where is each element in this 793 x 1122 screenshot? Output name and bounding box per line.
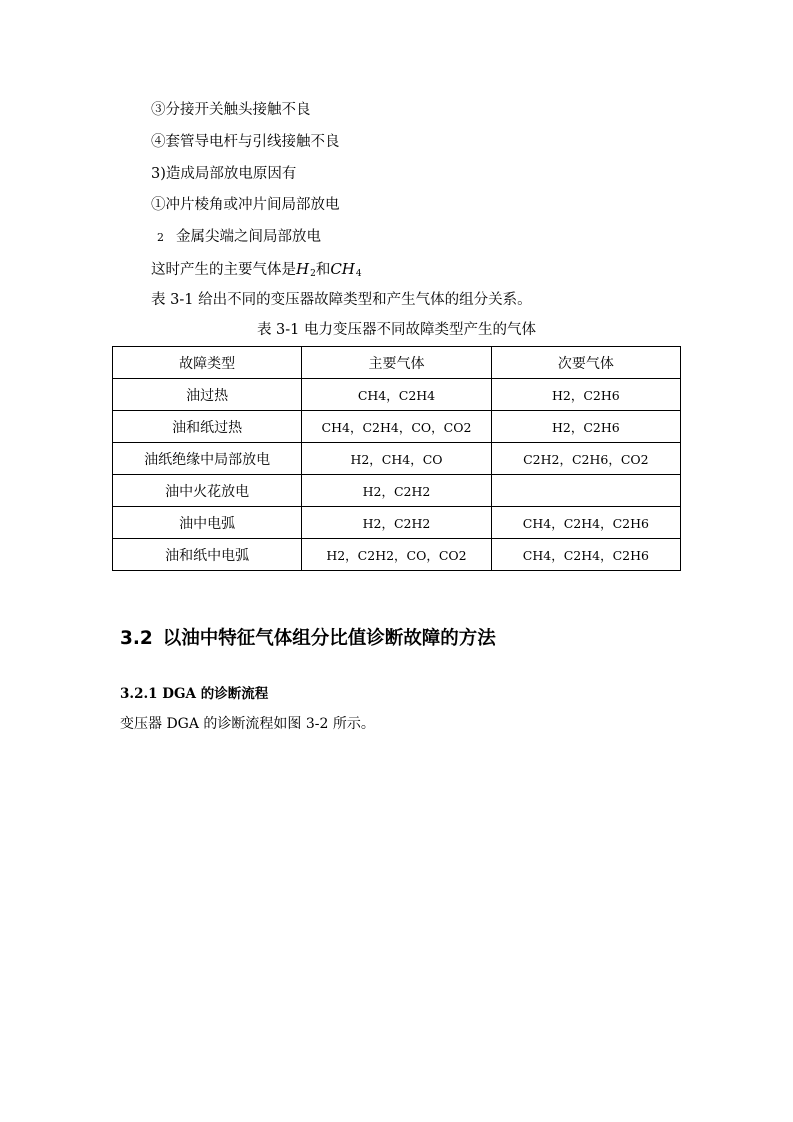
table-row <box>113 507 681 539</box>
formula-h-symbol: H <box>296 260 310 278</box>
header-main-gas: 主要气体 <box>302 347 492 379</box>
list-item-lamination: ①冲片棱角或冲片间局部放电 <box>151 197 340 213</box>
table-row <box>113 475 681 507</box>
list-item-number: 2 <box>157 231 164 244</box>
list-item-bushing: ④套管导电杆与引线接触不良 <box>151 134 340 150</box>
header-secondary-gas: 次要气体 <box>491 347 680 379</box>
cell-fault-type: 油纸绝缘中局部放电 <box>113 443 302 475</box>
cell-secondary-gas: CH4，C2H4，C2H6 <box>491 507 680 539</box>
cell-main-gas: H2，C2H2 <box>302 507 492 539</box>
body-paragraph: 变压器 DGA 的诊断流程如图 3-2 所示。 <box>120 716 375 732</box>
formula-ch-subscript: 4 <box>355 269 362 279</box>
table-caption <box>0 320 793 340</box>
table-row <box>113 443 681 475</box>
gas-table <box>112 346 681 571</box>
cell-secondary-gas: CH4，C2H4，C2H6 <box>491 539 680 571</box>
section-heading <box>120 626 496 652</box>
cell-main-gas: CH4，C2H4，CO，CO2 <box>302 411 492 443</box>
cell-main-gas: CH4，C2H4 <box>302 379 492 411</box>
section-number: 3.2 <box>120 628 153 649</box>
table-caption-text: 表 3-1 电力变压器不同故障类型产生的气体 <box>256 322 537 338</box>
table-header-row <box>113 347 681 379</box>
table-row <box>113 411 681 443</box>
list-item-tap-changer: ③分接开关触头接触不良 <box>151 102 311 118</box>
table-row <box>113 379 681 411</box>
cell-main-gas: H2，CH4，CO <box>302 443 492 475</box>
cell-main-gas: H2，C2H2 <box>302 475 492 507</box>
cell-fault-type: 油中火花放电 <box>113 475 302 507</box>
gas-sentence-and: 和 <box>315 262 331 278</box>
cell-secondary-gas: C2H2，C2H6，CO2 <box>491 443 680 475</box>
cell-fault-type: 油中电弧 <box>113 507 302 539</box>
gas-sentence-prefix: 这时产生的主要气体是 <box>151 262 296 278</box>
table-row <box>113 539 681 571</box>
list-item-metal-tip <box>157 227 321 248</box>
cell-secondary-gas <box>491 475 680 507</box>
formula-ch-symbol: CH <box>330 260 355 278</box>
formula-ch4 <box>330 260 361 278</box>
cell-fault-type: 油和纸中电弧 <box>113 539 302 571</box>
cell-secondary-gas: H2，C2H6 <box>491 379 680 411</box>
cell-main-gas: H2，C2H2，CO，CO2 <box>302 539 492 571</box>
section-title: 以油中特征气体组分比值诊断故障的方法 <box>162 628 496 649</box>
formula-h-subscript: 2 <box>310 269 316 279</box>
table-intro: 表 3-1 给出不同的变压器故障类型和产生气体的组分关系。 <box>151 292 532 308</box>
list-item-text: 金属尖端之间局部放电 <box>176 229 321 245</box>
list-heading-partial-discharge: 3)造成局部放电原因有 <box>151 166 297 182</box>
cell-fault-type: 油过热 <box>113 379 302 411</box>
cell-secondary-gas: H2，C2H6 <box>491 411 680 443</box>
cell-fault-type: 油和纸过热 <box>113 411 302 443</box>
formula-h2 <box>296 260 316 278</box>
header-fault-type: 故障类型 <box>113 347 302 379</box>
subsection-heading: 3.2.1 DGA 的诊断流程 <box>120 686 269 702</box>
gas-sentence <box>151 259 362 284</box>
